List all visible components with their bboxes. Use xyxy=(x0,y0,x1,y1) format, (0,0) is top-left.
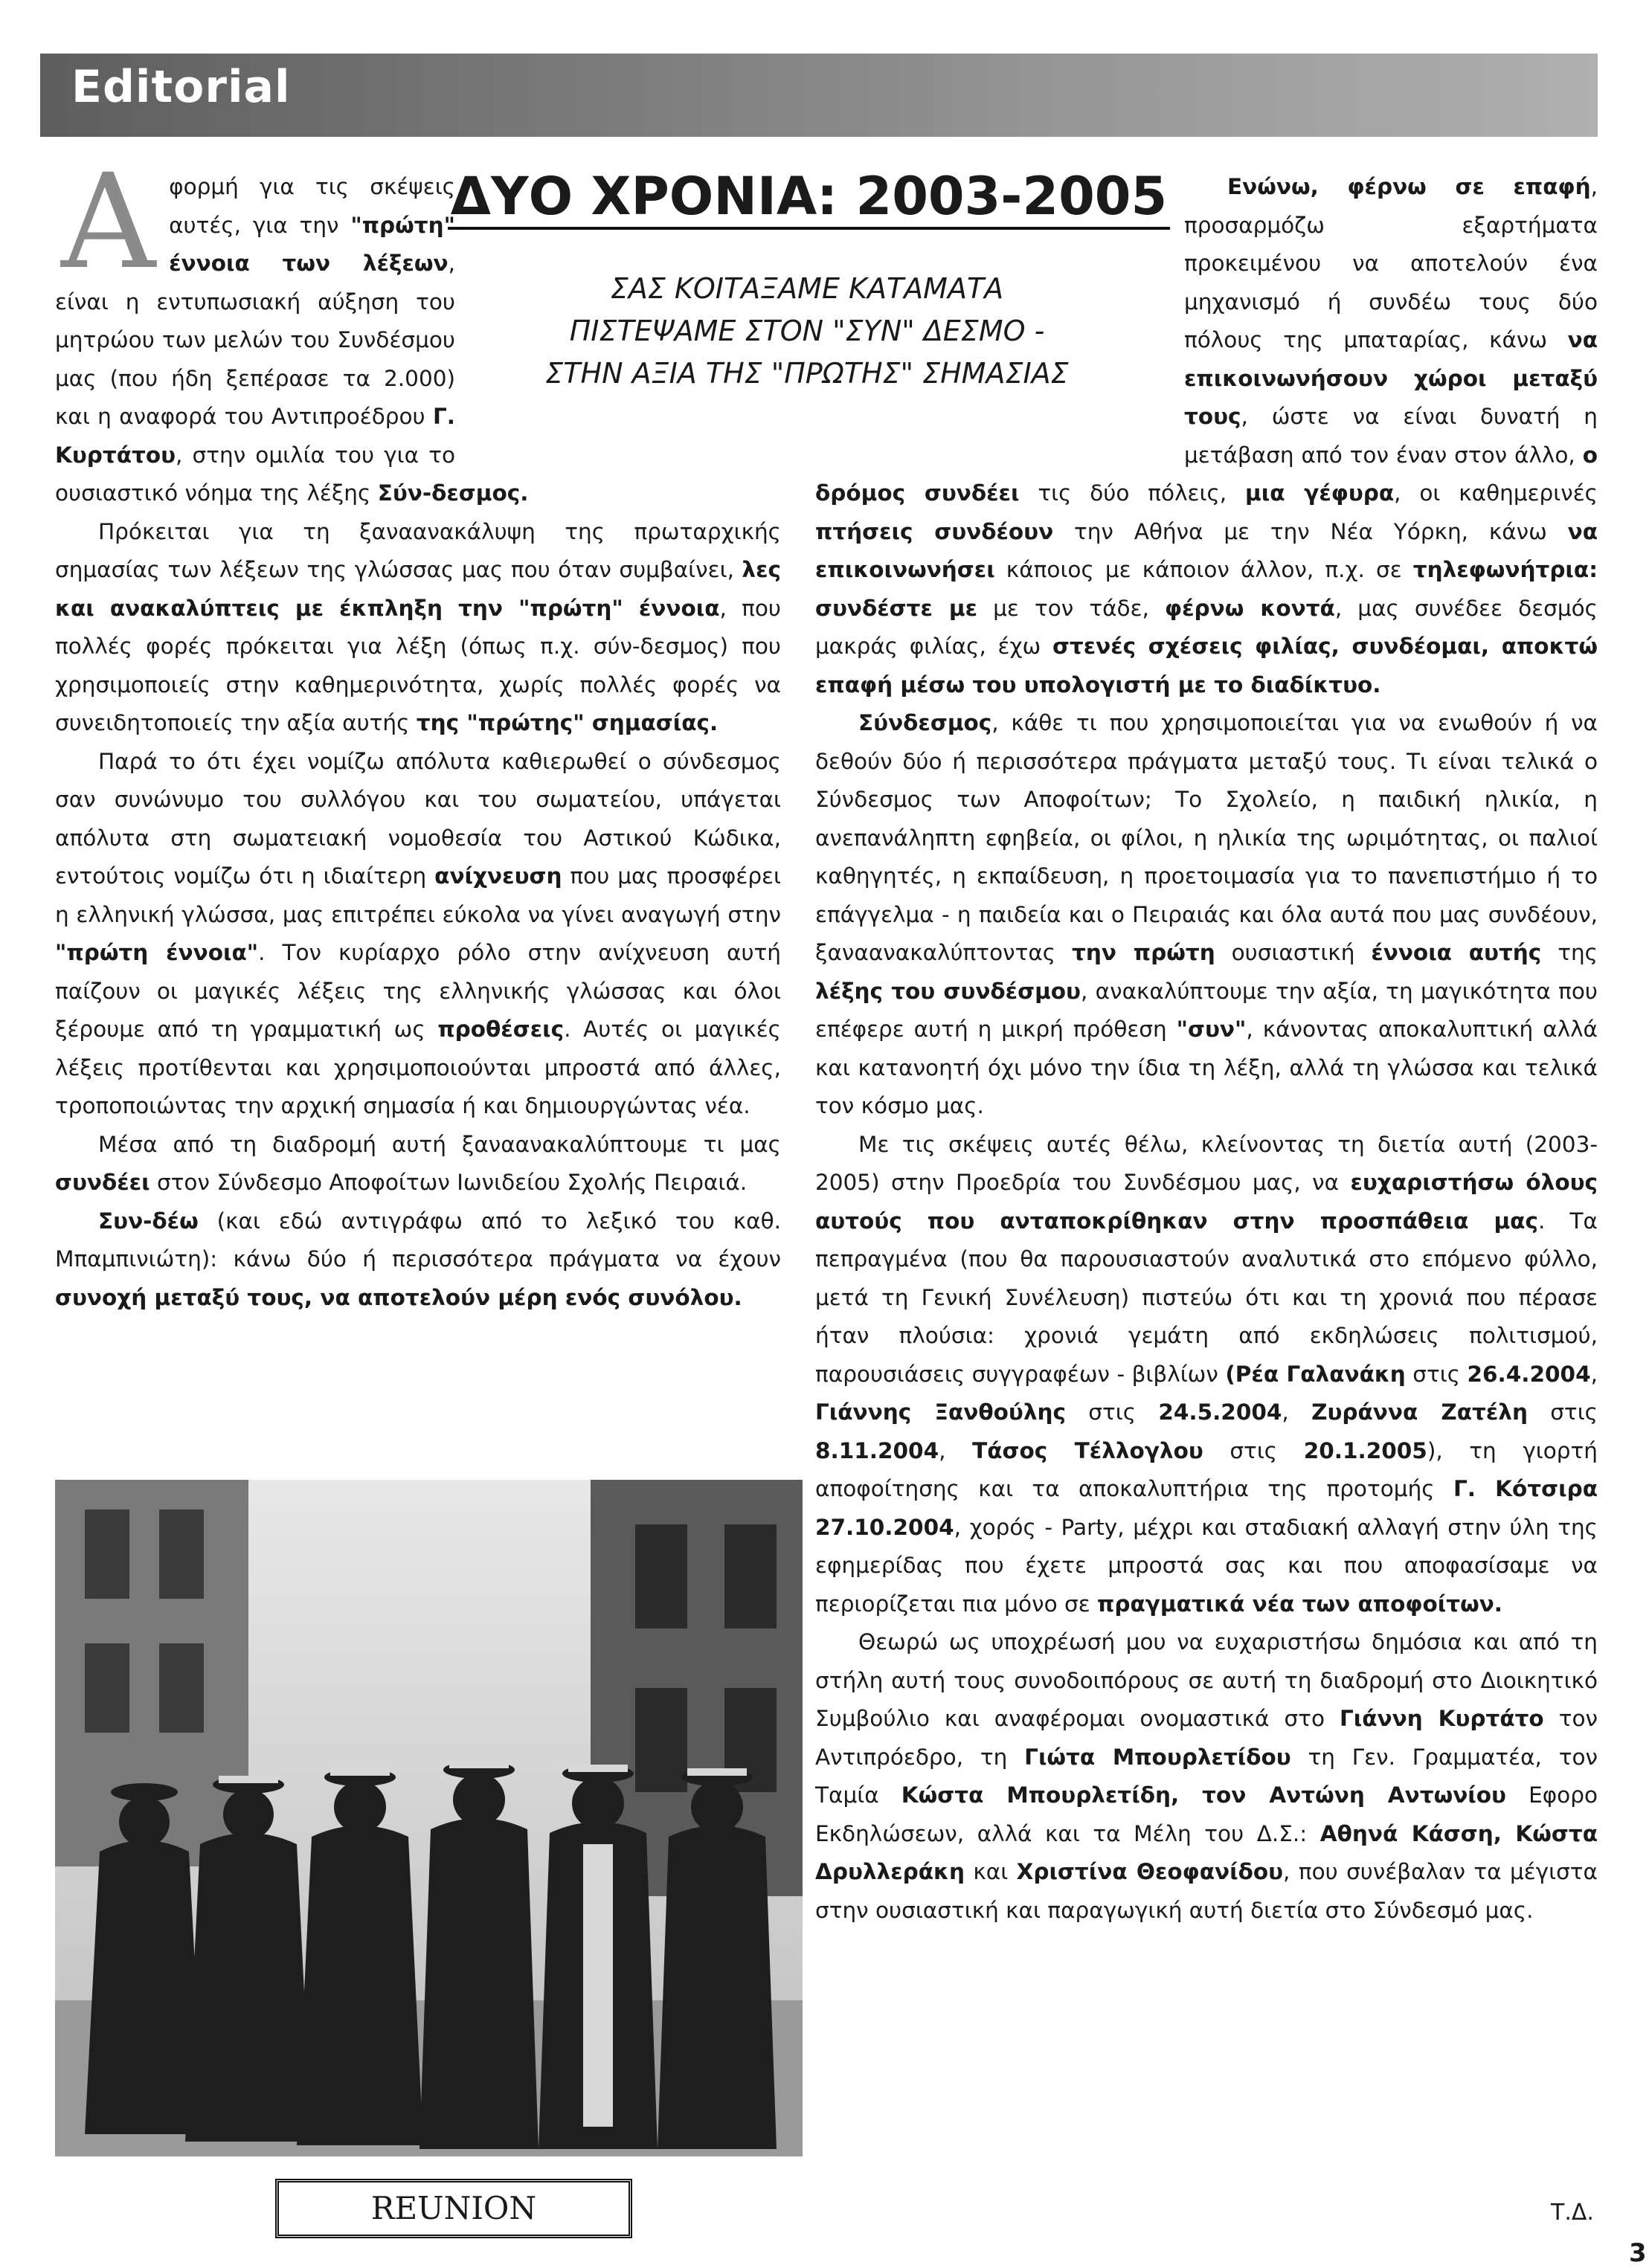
right-intro-float xyxy=(815,168,1184,437)
bold-text-run: να επικοινωνήσει xyxy=(815,518,1598,582)
photo-caption: REUNION xyxy=(275,2179,632,2238)
bold-text-run: Αθηνά Κάσση, Κώστα Δρυλλεράκη xyxy=(815,1820,1598,1884)
text-run: Με τις σκέψεις αυτές θέλω, κλείνοντας τη διετία αυτή (2003-2005) στην Προεδρία του Συνδέσμου μας, να xyxy=(815,1131,1598,1195)
paragraph xyxy=(55,1202,781,1318)
text-run: ουσιαστική xyxy=(1215,940,1372,965)
bold-text-run: φέρνω κοντά xyxy=(1165,595,1335,621)
text-run: και xyxy=(964,1859,1017,1884)
text-run: κάποιος με κάποιον άλλον, π.χ. σε xyxy=(994,557,1413,582)
bold-text-run: 24.5.2004 xyxy=(1158,1399,1282,1425)
text-run: , xyxy=(1590,1361,1598,1387)
bold-text-run: "συν" xyxy=(1176,1017,1247,1042)
text-run: , xyxy=(939,1437,973,1463)
text-run: τις δύο πόλεις, xyxy=(1019,480,1246,506)
bold-text-run: προθέσεις xyxy=(437,1017,565,1042)
subtitle-line: ΣΤΗΝ ΑΞΙΑ ΤΗΣ "ΠΡΩΤΗΣ" ΣΗΜΑΣΙΑΣ xyxy=(545,357,1069,390)
bold-text-run: την πρώτη xyxy=(1072,940,1215,965)
text-run: , ανακαλύπτουμε την αξία, τη μαγικότητα που επέφερε αυτή η μικρή πρόθεση xyxy=(815,978,1598,1042)
bold-text-run: συνοχή μεταξύ τους, να αποτελούν μέρη ενός συνόλου. xyxy=(55,1284,742,1310)
bold-text-run: Κώστα Μπουρλετίδη, τον Αντώνη Αντωνίου xyxy=(901,1782,1506,1808)
bold-text-run: Ζυράννα Ζατέλη xyxy=(1311,1399,1528,1425)
text-run: στις xyxy=(1066,1399,1159,1425)
bold-text-run: Γιώτα Μπουρλετίδου xyxy=(1024,1744,1291,1770)
text-run: στις xyxy=(1527,1399,1598,1425)
bold-text-run: λες και ανακαλύπτεις με έκπληξη την "πρώτη" έννοια xyxy=(55,557,781,621)
text-run: , ώστε να είναι δυνατή η μετάβαση από τον έναν στον άλλο, xyxy=(1184,404,1598,468)
signature: Τ.Δ. xyxy=(1551,2200,1594,2226)
text-run: με τον τάδε, xyxy=(977,595,1166,621)
bold-text-run: 26.4.2004 xyxy=(1467,1361,1591,1387)
bold-text-run: Χριστίνα Θεοφανίδου xyxy=(1016,1859,1284,1884)
paragraph xyxy=(815,1623,1598,1930)
paragraph xyxy=(815,1126,1598,1624)
bold-text-run: 20.1.2005 xyxy=(1303,1437,1427,1463)
paragraph xyxy=(55,1126,781,1202)
bold-text-run: "πρώτη έννοια" xyxy=(55,940,259,965)
paragraph xyxy=(815,704,1598,1126)
bold-text-run: 8.11.2004 xyxy=(815,1437,939,1463)
text-run: , προσαρμόζω εξαρτήματα προκειμένου να αποτελούν ένα μηχανισμό ή συνδέω τους δύο πόλους της μπαταρίας, κάνω xyxy=(1184,174,1598,352)
bold-text-run: "πρώτη" έννοια των λέξεων xyxy=(169,212,455,276)
text-run: τη Γεν. Γραμματέα, τον Ταμία xyxy=(815,1744,1598,1808)
text-run: , xyxy=(1282,1399,1312,1425)
bold-text-run: συνδέει xyxy=(55,1170,150,1195)
text-run: (και εδώ αντιγράφω από το λεξικό του καθ. Μπαμπινιώτη): κάνω δύο ή περισσότερα πράγματα να έχουν xyxy=(55,1208,781,1272)
text-run: , που πολλές φορές πρόκειται για λέξη (όπως π.χ. σύν-δεσμος) που χρησιμοποιείς στην καθημερινότητα, χωρίς πολλές φορές να συνειδητοποιείς την αξία αυτής xyxy=(55,595,781,735)
bold-text-run: έννοια αυτής xyxy=(1371,940,1542,965)
text-run: . Τον κυρίαρχο ρόλο στην ανίχνευση αυτή παίζουν οι μαγικές λέξεις της ελληνικής γλώσσας και όλοι ξέρουμε από τη γραμματική ως xyxy=(55,940,781,1042)
bold-text-run: τηλεφωνήτρια: συνδέστε με xyxy=(815,557,1598,621)
text-run: της xyxy=(1541,940,1598,965)
text-run: , κάνοντας αποκαλυπτική αλλά και κατανοητή όχι μόνο την ίδια τη λέξη, αλλά τη γλώσσα και τελικά τον κόσμο μας. xyxy=(815,1017,1598,1118)
text-run: , στην ομιλία του για το ουσιαστικό νόημα της λέξης xyxy=(55,442,455,506)
bold-text-run: ανίχνευση xyxy=(434,863,562,889)
bold-text-run: Σύν-δεσμος. xyxy=(377,480,529,506)
paragraph xyxy=(55,513,781,743)
text-run: , κάθε τι που χρησιμοποιείται για να ενωθούν ή να δεθούν δύο ή περισσότερα πράγματα μεταξύ τους. Τι είναι τελικά ο Σύνδεσμος των Αποφοίτων; Το Σχολείο, η παιδική ηλικία, η ανεπανάληπτη εφηβεία, οι φίλοι, η ηλικία της ωριμότητας, οι παλιοί καθηγητές, η εκπαίδευση, η προετοιμασία για το πανεπιστήμιο ή το επάγγελμα - η παιδεία και ο Πειραιάς και όλα αυτά που μας συνδέουν, ξαναανακαλύπτοντας xyxy=(815,710,1598,965)
page-title: ΔΥΟ ΧΡΟΝΙΑ: 2003-2005 xyxy=(446,165,1171,228)
text-run: , που συνέβαλαν τα μέγιστα στην ουσιαστική και παραγωγική αυτή διετία στο Σύνδεσμό μας. xyxy=(815,1859,1598,1923)
bold-text-run: ο δρόμος συνδέει xyxy=(815,442,1598,506)
left-column xyxy=(55,146,781,1317)
bold-text-run: Γιάννης Ξανθούλης xyxy=(815,1399,1067,1425)
text-run: Παρά το ότι έχει νομίζω απόλυτα καθιερωθεί ο σύνδεσμος σαν συνώνυμο του συλλόγου και του σωματείου, υπάγεται απόλυτα στη σωματειακή νομοθεσία του Αστικού Κώδικα, εντούτοις νομίζω ότι η ιδιαίτερη xyxy=(55,748,781,889)
bold-text-run: μια γέφυρα xyxy=(1245,480,1395,506)
text-run: την Αθήνα με την Νέα Υόρκη, κάνω xyxy=(1053,518,1568,544)
text-run: φορμή για τις σκέψεις αυτές, για την xyxy=(169,174,455,238)
right-column xyxy=(815,168,1598,1930)
subtitle-line: ΣΑΣ ΚΟΙΤΑΞΑΜΕ ΚΑΤΑΜΑΤΑ xyxy=(610,272,1004,305)
text-run: . Τα πεπραγμένα (που θα παρουσιαστούν αναλυτικά στο επόμενο φύλλο, μετά τη Γενική Συνέλευση) πιστεύω ότι και τη χρονιά που πέρασε ήταν πλούσια: χρονιά γεμάτη από εκδηλώσεις πολιτισμού, παρουσιάσεις συγγραφέων - βιβλίων xyxy=(815,1208,1598,1387)
text-run: Μέσα από τη διαδρομή αυτή ξαναανακαλύπτουμε τι μας xyxy=(98,1131,781,1157)
section-label: Editorial xyxy=(71,61,291,113)
left-intro-float xyxy=(455,168,781,449)
drop-cap: Α xyxy=(61,146,156,298)
subtitle-line: ΠΙΣΤΕΨΑΜΕ ΣΤΟΝ "ΣΥΝ" ΔΕΣΜΟ - xyxy=(569,315,1045,347)
page-number: 3 xyxy=(1629,2238,1647,2268)
bold-text-run: πραγματικά νέα των αποφοίτων. xyxy=(1097,1591,1503,1617)
bold-text-run: της "πρώτης" σημασίας. xyxy=(416,710,719,735)
section-banner xyxy=(40,54,1598,137)
bold-text-run: λέξης του συνδέσμου xyxy=(815,978,1081,1004)
text-run: Εφορο Εκδηλώσεων, αλλά και τα Μέλη του Δ.Σ.: xyxy=(815,1782,1598,1846)
bold-text-run: (Ρέα Γαλανάκη xyxy=(1225,1361,1406,1387)
paragraph xyxy=(55,743,781,1126)
text-run: τον Αντιπρόεδρο, τη xyxy=(815,1706,1598,1770)
vintage-photo xyxy=(55,1480,803,2156)
bold-text-run: Γιάννη Κυρτάτο xyxy=(1339,1706,1544,1731)
text-run: . Αυτές οι μαγικές λέξεις προτίθενται και χρησιμοποιούνται μπροστά από άλλες, τροποποιώντας την αρχική σημασία ή και δημιουργώντας νέα. xyxy=(55,1017,781,1118)
bold-text-run: Ενώνω, φέρνω σε επαφή xyxy=(1227,174,1591,199)
text-run: , οι καθημερινές xyxy=(1394,480,1598,506)
men-walking-photo xyxy=(55,1480,803,2156)
text-run: Πρόκειται για τη ξαναανακάλυψη της πρωταρχικής σημασίας των λέξεων της γλώσσας μας που όταν συμβαίνει, xyxy=(55,518,781,582)
bold-text-run: να επικοινωνήσουν χώροι μεταξύ τους xyxy=(1184,327,1598,429)
bold-text-run: στενές σχέσεις φιλίας, συνδέομαι, αποκτώ επαφή μέσω του υπολογιστή με το διαδίκτυο. xyxy=(815,634,1598,698)
bold-text-run: ευχαριστήσω όλους αυτούς που ανταποκρίθηκαν στην προσπάθεια μας xyxy=(815,1170,1598,1234)
bold-text-run: Σύνδεσμος xyxy=(858,710,992,735)
text-run: , χορός - Party, μέχρι και σταδιακή αλλαγή στην ύλη της εφημερίδας που έχετε μπροστά σας και που αποφασίσαμε να περιορίζεται πια μόνο σε xyxy=(815,1514,1598,1617)
text-run: ), τη γιορτή αποφοίτησης και τα αποκαλυπτήρια της προτομής xyxy=(815,1437,1598,1501)
bold-text-run: Γ. Κυρτάτου xyxy=(55,404,455,468)
text-run: , είναι η εντυπωσιακή αύξηση του μητρώου των μελών του Συνδέσμου μας (που ήδη ξεπέρασε τα 2.000) και η αναφορά του Αντιπροέδρου xyxy=(55,251,455,429)
text-run: Θεωρώ ως υποχρέωσή μου να ευχαριστήσω δημόσια και από τη στήλη αυτή τους συνοδοιπόρους σε αυτή τη διαδρομή στο Διοικητικό Συμβούλιο και αναφέρομαι ονομαστικά στο xyxy=(815,1629,1598,1731)
text-run: που μας προσφέρει η ελληνική γλώσσα, μας επιτρέπει εύκολα να γίνει αναγωγή στην xyxy=(55,863,781,927)
text-run: στις xyxy=(1203,1437,1304,1463)
bold-text-run: πτήσεις συνδέουν xyxy=(815,518,1054,544)
bold-text-run: Τάσος Τέλλογλου xyxy=(972,1437,1203,1463)
bold-text-run: Συν-δέω xyxy=(98,1208,199,1234)
text-run: στον Σύνδεσμο Αποφοίτων Ιωνιδείου Σχολής Πειραιά. xyxy=(150,1170,748,1195)
text-run: , μας συνέδεε δεσμός μακράς φιλίας, έχω xyxy=(815,595,1598,659)
text-run: στις xyxy=(1405,1361,1468,1387)
bold-text-run: Γ. Κότσιρα 27.10.2004 xyxy=(815,1476,1598,1540)
